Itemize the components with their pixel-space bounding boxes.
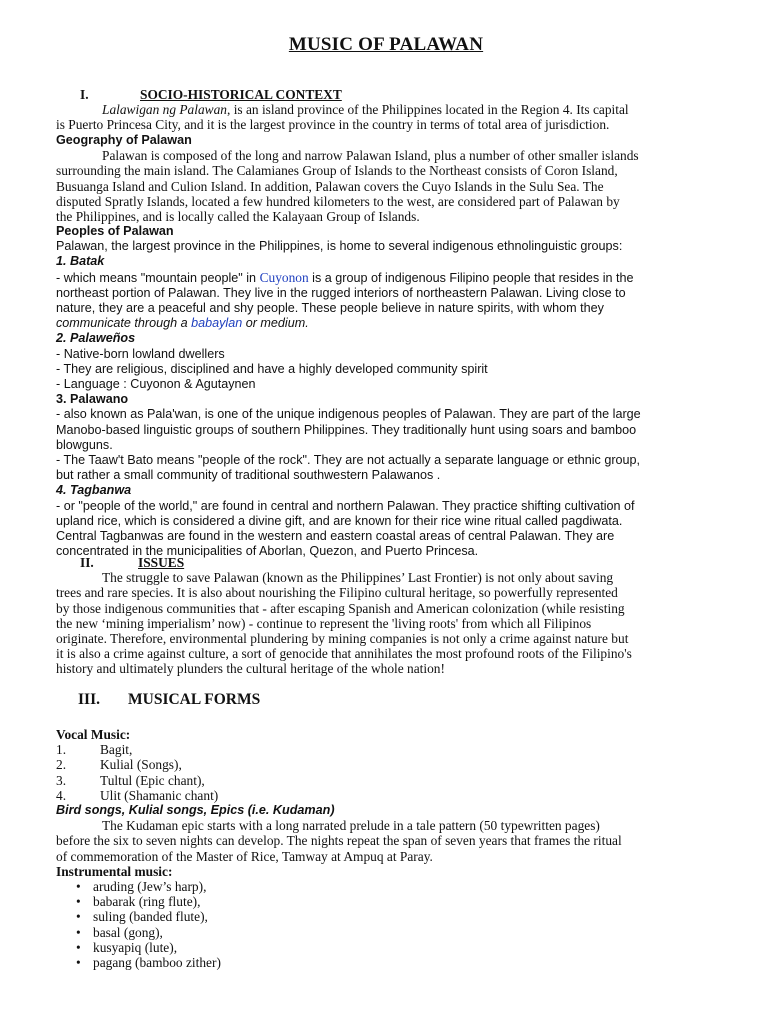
- geography-line: disputed Spratly Islands, located a few hundred kilometers to the west, are considered part of Palawan by: [56, 193, 620, 209]
- item-text: suling (banded flute),: [93, 909, 208, 925]
- section-2-title: ISSUES: [138, 555, 185, 570]
- tagbanwa-heading: 4. Tagbanwa: [56, 483, 132, 498]
- bird-songs-heading: Bird songs, Kulial songs, Epics (i.e. Kudaman): [56, 803, 335, 818]
- instrument-item: [56, 940, 716, 955]
- palawano-line: - The Taaw't Bato means "people of the rock". They are not actually a separate language or ethnic group,: [56, 453, 641, 468]
- kudaman-line: The Kudaman epic starts with a long narrated prelude in a tale pattern (50 typewritten pages): [102, 818, 600, 834]
- palawano-heading: 3. Palawano: [56, 392, 129, 407]
- cuyonon-link[interactable]: Cuyonon: [259, 269, 309, 285]
- batak-line: nature, they are a peaceful and shy people. These people believe in nature spirits, with whom they: [56, 301, 604, 316]
- section-1-heading: [56, 87, 716, 102]
- item-text: Tultul (Epic chant),: [100, 772, 205, 788]
- geography-line: Palawan is composed of the long and narrow Palawan Island, plus a number of other smaller islands: [102, 148, 639, 164]
- tagbanwa-line: upland rice, which is considered a divine gift, and are known for their rice wine ritual called pagdiwata.: [56, 513, 623, 528]
- batak-heading: 1. Batak: [56, 254, 105, 269]
- section-2: [56, 555, 716, 677]
- palawano-line: blowguns.: [56, 437, 113, 452]
- palawano-line: Manobo-based linguistic groups of southern Philippines. They traditionally hunt using soars and bamboo: [56, 422, 637, 437]
- geography-line: Busuanga Island and Culion Island. In addition, Palawan covers the Cuyo Islands in the Sulu Sea. The: [56, 178, 604, 194]
- tagbanwa-line: Central Tagbanwas are found in the western and eastern coastal areas of central Palawan. They are: [56, 529, 615, 544]
- geography-line: surrounding the main island. The Calamianes Group of Islands to the Northeast consists of Coron Island,: [56, 163, 618, 179]
- instrument-item: [56, 955, 716, 970]
- kudaman-line: before the six to seven nights can develop. The nights repeat the span of seven years that frames the ritual: [56, 833, 622, 849]
- item-text: basal (gong),: [93, 924, 163, 940]
- peoples-intro: Palawan, the largest province in the Philippines, is home to several indigenous ethnolinguistic groups:: [56, 239, 623, 254]
- batak-line: [56, 316, 716, 331]
- section-3-title: MUSICAL FORMS: [128, 691, 261, 708]
- item-text: Bagit,: [100, 742, 133, 758]
- issues-line: it is also a crime against culture, a sort of genocide that annihilates the most profound roots of the Filipino's: [56, 646, 632, 662]
- vocal-item: [56, 757, 716, 772]
- issues-line: history and ultimately plunders the cultural heritage of the whole nation!: [56, 661, 445, 677]
- batak-line: northeast portion of Palawan. They live in the rugged interiors of northeastern Palawan. Living close to: [56, 285, 626, 300]
- issues-line: by those indigenous communities that - after escaping Spanish and American colonization (while resisting: [56, 600, 625, 616]
- instrument-item: [56, 925, 716, 940]
- item-text: babarak (ring flute),: [93, 894, 201, 910]
- instrument-item: [56, 894, 716, 909]
- palawenos-line: - They are religious, disciplined and have a highly developed community spirit: [56, 361, 488, 376]
- geography-heading: Geography of Palawan: [56, 133, 192, 147]
- tagbanwa-line: concentrated in the municipalities of Aborlan, Quezon, and Puerto Princesa.: [56, 544, 479, 559]
- item-number: 3.: [56, 772, 67, 788]
- bullet-icon: •: [76, 894, 81, 910]
- vocal-item: [56, 742, 716, 757]
- vocal-item: [56, 773, 716, 788]
- page-title: MUSIC OF PALAWAN: [288, 34, 484, 55]
- item-number: 4.: [56, 787, 67, 803]
- section-1: [56, 87, 716, 133]
- province-name: Lalawigan ng Palawan: [102, 102, 227, 118]
- item-text: Kulial (Songs),: [100, 757, 182, 773]
- babaylan-link[interactable]: babaylan: [191, 316, 243, 331]
- issues-line: the new ‘mining imperialism’ now) - continue to represent the 'living roots' from which all Filipinos: [56, 615, 592, 631]
- item-text: Ulit (Shamanic chant): [100, 787, 219, 803]
- item-number: 2.: [56, 757, 67, 773]
- bullet-icon: •: [76, 909, 81, 925]
- section-3-heading: [56, 691, 716, 709]
- intro-text: , is an island province of the Philippines located in the Region 4. Its capital: [227, 102, 629, 118]
- kudaman-line: of commemoration of the Master of Rice, Tamway at Ampuq at Paray.: [56, 848, 433, 864]
- instrumental-heading: Instrumental music:: [56, 863, 173, 879]
- issues-line: trees and rare species. It is also about nourishing the Filipino cultural heritage, so powerfully represented: [56, 585, 618, 601]
- batak-text: is a group of indigenous Filipino people that resides in the: [308, 270, 634, 285]
- item-text: kusyapiq (lute),: [93, 939, 178, 955]
- palawano-line: - also known as Pala'wan, is one of the unique indigenous peoples of Palawan. They are part of the large: [56, 407, 641, 422]
- bullet-icon: •: [76, 955, 81, 971]
- palawenos-line: - Language : Cuyonon & Agutaynen: [56, 377, 256, 392]
- item-text: aruding (Jew’s harp),: [93, 879, 207, 895]
- palawano-line: but rather a small community of traditional southwestern Palawanos .: [56, 468, 441, 483]
- palawenos-heading: 2. Palaweños: [56, 331, 136, 346]
- tagbanwa-line: - or "people of the world," are found in central and northern Palawan. They practice shifting cultivation of: [56, 498, 635, 513]
- geography-section: [56, 133, 716, 224]
- section-1-title: SOCIO-HISTORICAL CONTEXT: [140, 87, 342, 102]
- vocal-item: [56, 788, 716, 803]
- bullet-icon: •: [76, 879, 81, 895]
- peoples-heading: Peoples of Palawan: [56, 224, 174, 238]
- issues-line: originate. Therefore, environmental plundering by mining companies is not only a crime against nature but: [56, 631, 629, 647]
- section-1-intro-line-2: is Puerto Princesa City, and it is the largest province in the country in terms of total area of jurisdiction.: [56, 117, 610, 133]
- instrument-item: [56, 879, 716, 894]
- issues-line: The struggle to save Palawan (known as the Philippines’ Last Frontier) is not only about saving: [102, 570, 614, 586]
- palawenos-line: - Native-born lowland dwellers: [56, 346, 225, 361]
- section-2-numeral: II.: [80, 555, 94, 570]
- section-2-heading: [56, 555, 716, 570]
- musical-forms: [56, 727, 716, 970]
- section-3-numeral: III.: [78, 691, 100, 708]
- vocal-music-heading: Vocal Music:: [56, 727, 131, 742]
- item-number: 1.: [56, 742, 67, 758]
- instrument-item: [56, 909, 716, 924]
- bullet-icon: •: [76, 939, 81, 955]
- geography-line: the Philippines, and is locally called the Kalayaan Group of Islands.: [56, 209, 420, 225]
- batak-line: [56, 270, 716, 286]
- batak-text: communicate through a: [56, 316, 192, 331]
- batak-text: or medium.: [242, 316, 309, 331]
- bullet-icon: •: [76, 924, 81, 940]
- section-1-intro-line-1: [56, 102, 716, 117]
- peoples-section: [56, 224, 716, 559]
- section-1-numeral: I.: [80, 87, 89, 102]
- batak-text: - which means "mountain people" in: [56, 270, 260, 285]
- item-text: pagang (bamboo zither): [93, 955, 221, 971]
